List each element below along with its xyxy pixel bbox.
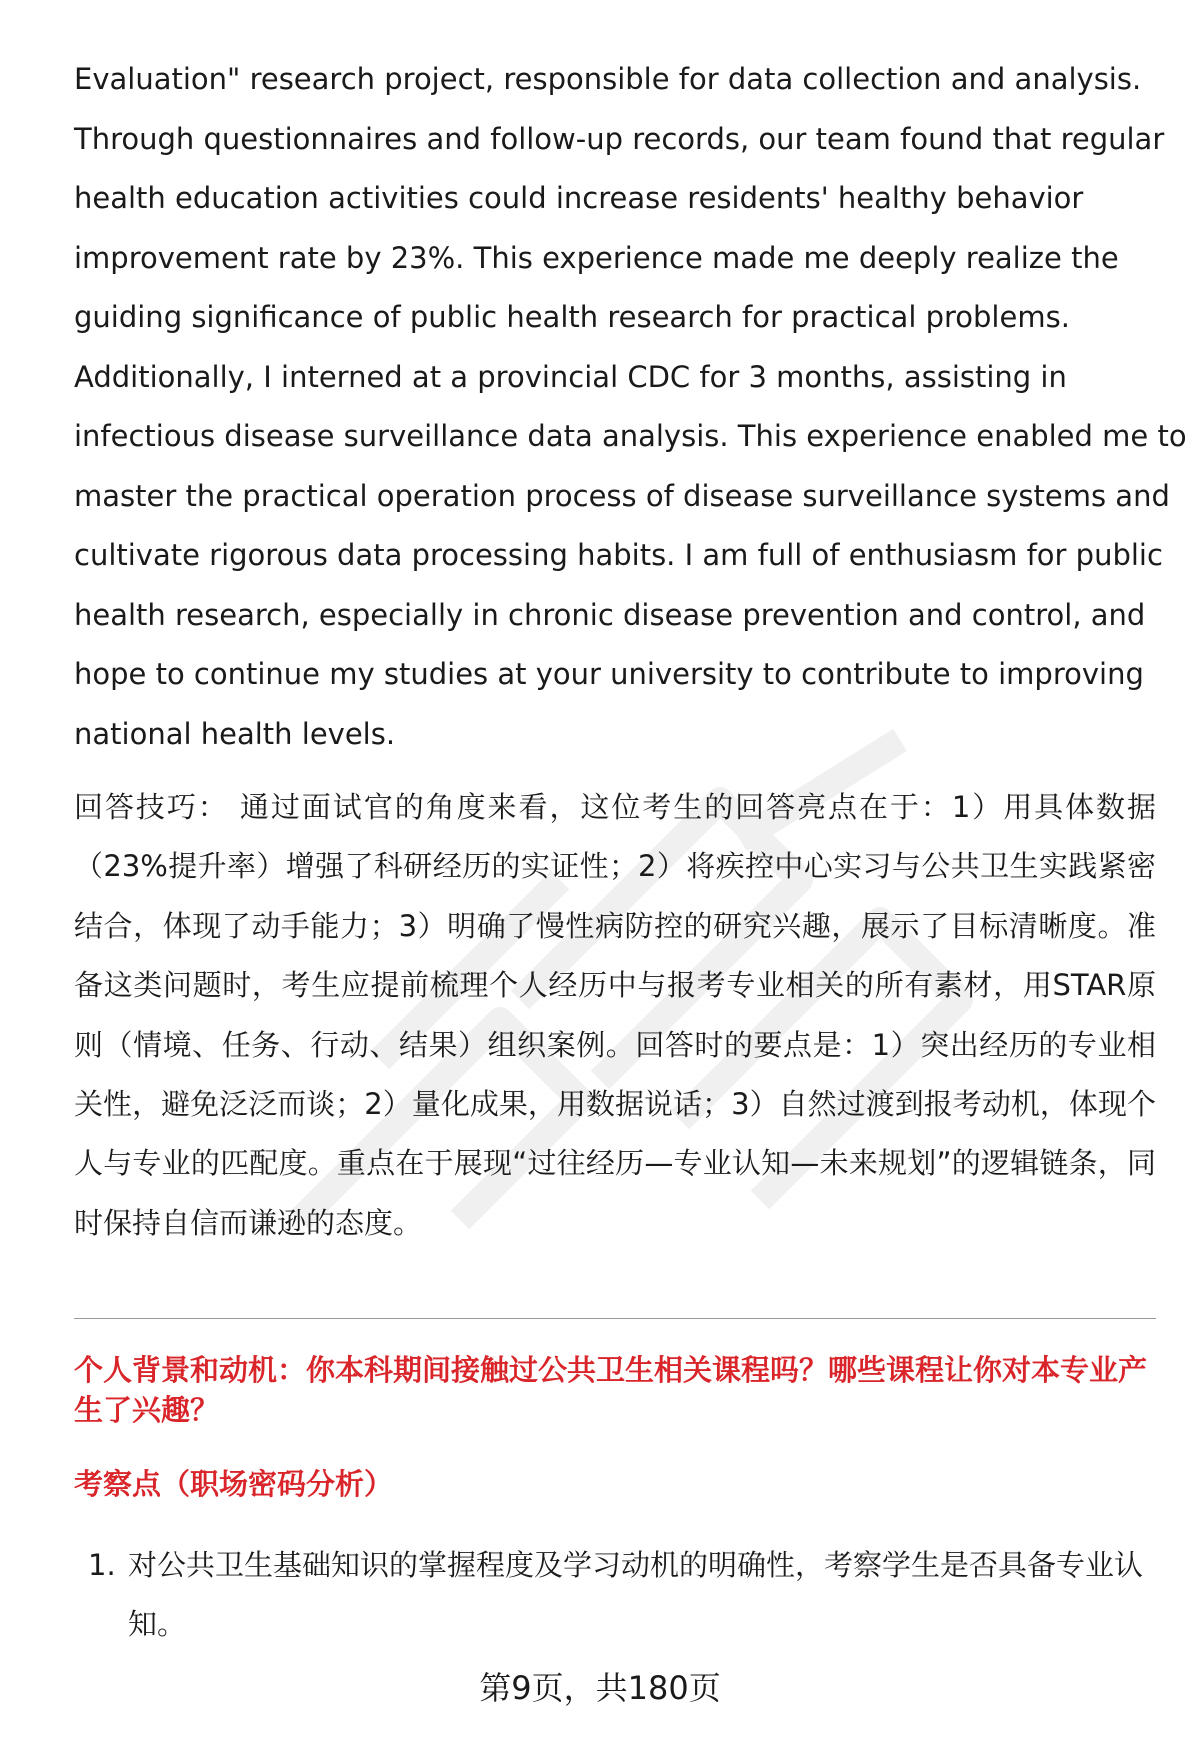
answer-line: hope to continue my studies at your university to contribute to improving [74,657,1144,691]
answer-tips-paragraph: 回答技巧： 通过面试官的角度来看，这位考生的回答亮点在于：1）用具体数据（23%提升率）增强了科研经历的实证性；2）将疾控中心实习与公共卫生实践紧密结合，体现了动手能力；3）明确了慢性病防控的研究兴趣，展示了目标清晰度。准备这类问题时，考生应提前梳理个人经历中与报考专业相关的所有素材，用STAR原则（情境、任务、行动、结果）组织案例。回答时的要点是：1）突出经历的专业相关性，避免泛泛而谈；2）量化成果，用数据说话；3）自然过渡到报考动机，体现个人与专业的匹配度。重点在于展现“过往经历—专业认知—未来规划”的逻辑链条，同时保持自信而谦逊的态度。 [74,790,1156,1240]
list-item [74,1536,1156,1654]
answer-line: health education activities could increase residents' healthy behavior [74,181,1084,215]
answer-line: infectious disease surveillance data analysis. This experience enabled me to [74,419,1187,453]
answer-line: health research, especially in chronic disease prevention and control, and [74,597,1146,632]
page-footer: 第9页，共180页 [479,1669,721,1707]
list-item-text: 对公共卫生基础知识的掌握程度及学习动机的明确性，考察学生是否具备专业认知。 [128,1548,1144,1641]
answer-paragraph [74,50,1187,764]
section-title: 考察点（职场密码分析） [74,1467,394,1501]
answer-line: guiding significance of public health research for practical problems. [74,300,1070,334]
section-divider [74,1318,1156,1319]
answer-line: cultivate rigorous data processing habits. I am full of enthusiasm for public [74,538,1163,572]
question-heading: 个人背景和动机：你本科期间接触过公共卫生相关课程吗？哪些课程让你对本专业产生了兴趣？ [74,1353,1148,1427]
list-item-number: 1. [88,1548,116,1582]
answer-line: national health levels. [74,716,396,751]
answer-line: improvement rate by 23%. This experience made me deeply realize the [74,240,1119,275]
answer-line: Through questionnaires and follow-up records, our team found that regular [74,121,1165,156]
answer-line: Evaluation" research project, responsible for data collection and analysis. [74,62,1142,96]
answer-line: Additionally, I interned at a provincial CDC for 3 months, assisting in [74,359,1067,394]
answer-line: master the practical operation process of disease surveillance systems and [74,478,1170,513]
